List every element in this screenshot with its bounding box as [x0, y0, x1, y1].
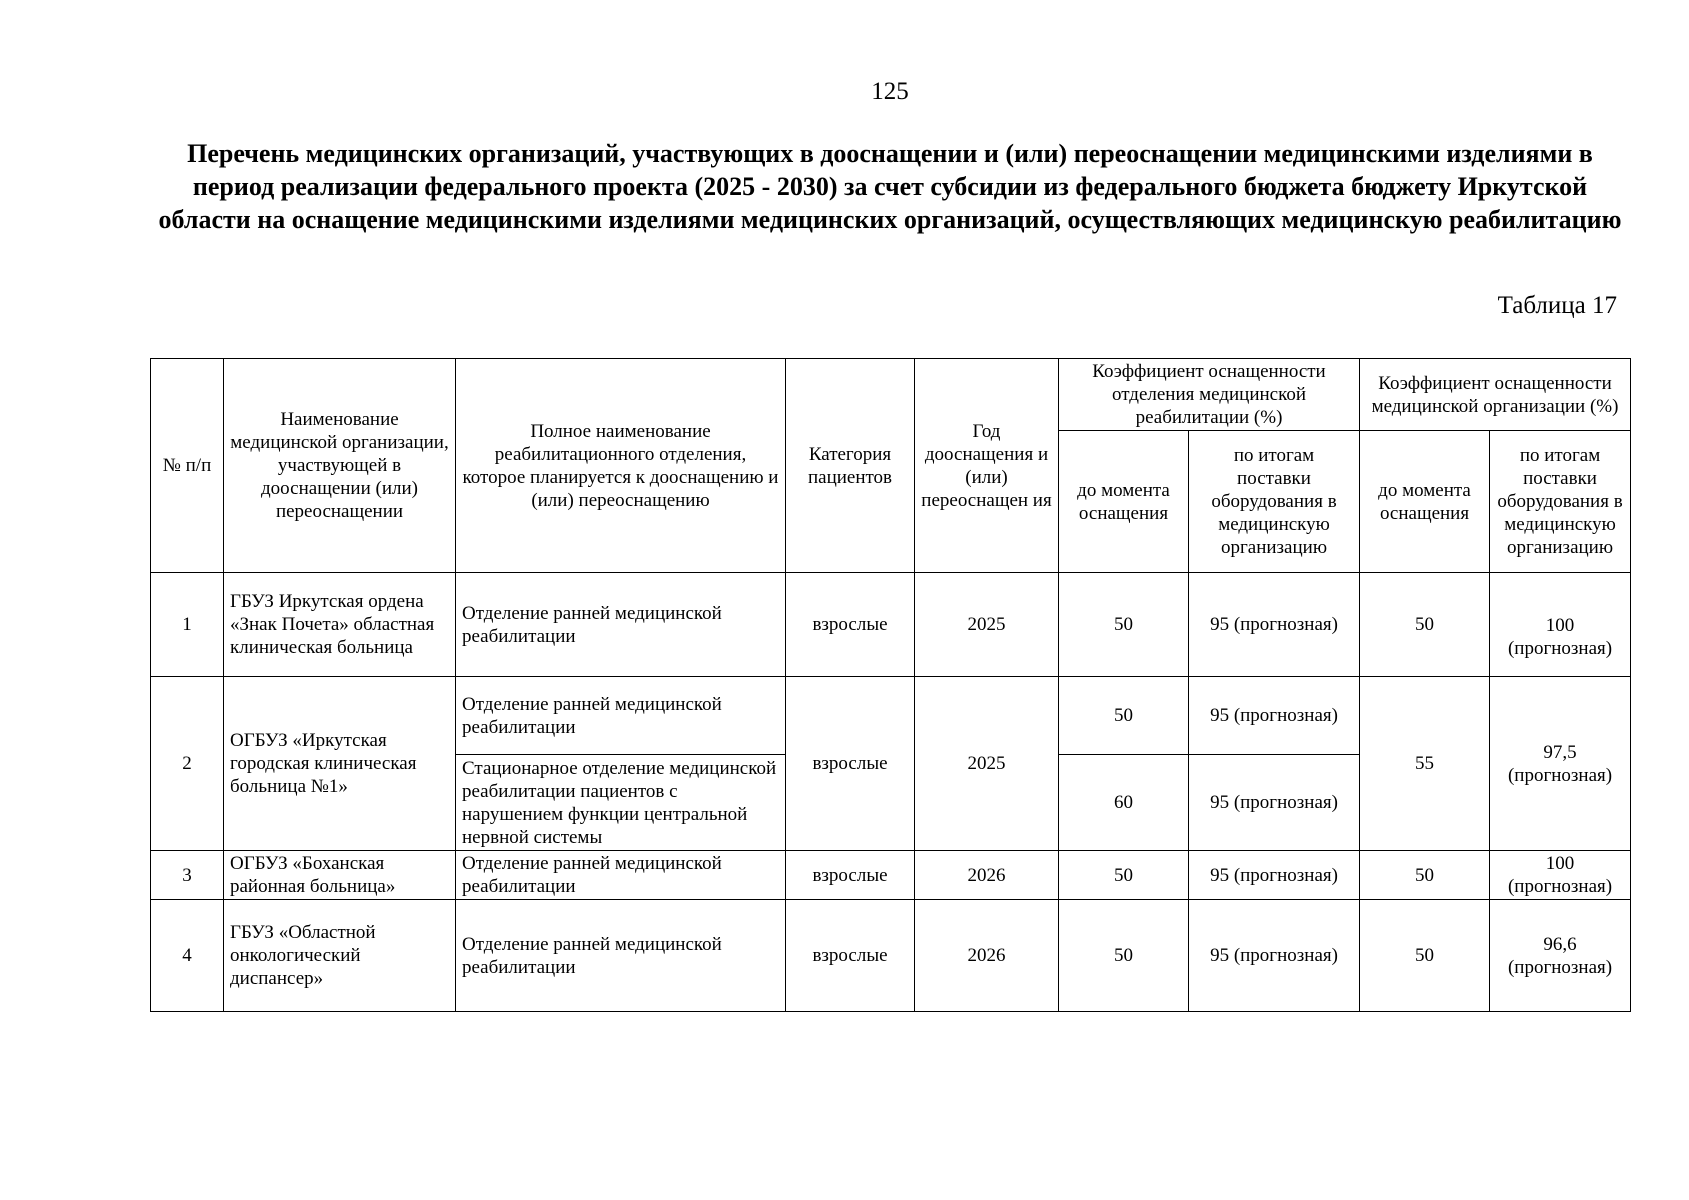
department-name: Отделение ранней медицинской реабилитации [456, 900, 786, 1012]
year: 2025 [915, 677, 1059, 851]
dept-coef-before: 60 [1059, 755, 1189, 851]
table-header [151, 359, 1631, 573]
organization-name: ГБУЗ «Областной онкологический диспансер» [224, 900, 456, 1012]
dept-coef-before: 50 [1059, 573, 1189, 677]
dept-coef-before: 50 [1059, 851, 1189, 900]
department-name: Стационарное отделение медицинской реабилитации пациентов с нарушением функции центральной нервной системы [456, 755, 786, 851]
table-row [151, 900, 1631, 1012]
table-row [151, 677, 1631, 755]
org-coef-after: 100 (прогнозная) [1490, 573, 1631, 677]
page-number: 125 [871, 78, 909, 105]
department-name: Отделение ранней медицинской реабилитации [456, 573, 786, 677]
table-number-label: Таблица 17 [1497, 292, 1617, 319]
dept-coef-after: 95 (прогнозная) [1189, 573, 1360, 677]
organization-name: ОГБУЗ «Боханская районная больница» [224, 851, 456, 900]
header-department-name: Полное наименование реабилитационного отделения, которое планируется к дооснащению и (или) переоснащению [456, 359, 786, 573]
header-organization-coefficient: Коэффициент оснащенности медицинской организации (%) [1360, 359, 1631, 431]
dept-coef-before: 50 [1059, 677, 1189, 755]
year: 2025 [915, 573, 1059, 677]
dept-coef-before: 50 [1059, 900, 1189, 1012]
table-row [151, 851, 1631, 900]
organizations-table [150, 358, 1631, 1012]
table-row [151, 573, 1631, 677]
year: 2026 [915, 900, 1059, 1012]
dept-coef-after: 95 (прогнозная) [1189, 900, 1360, 1012]
row-number: 2 [151, 677, 224, 851]
row-number: 1 [151, 573, 224, 677]
header-org-before: до момента оснащения [1360, 431, 1490, 573]
header-org-after: по итогам поставки оборудования в медицинскую организацию [1490, 431, 1631, 573]
header-dept-before: до момента оснащения [1059, 431, 1189, 573]
patient-category: взрослые [786, 573, 915, 677]
org-coef-before: 50 [1360, 851, 1490, 900]
department-name: Отделение ранней медицинской реабилитации [456, 851, 786, 900]
org-coef-after: 100 (прогнозная) [1490, 851, 1631, 900]
org-coef-before: 50 [1360, 900, 1490, 1012]
patient-category: взрослые [786, 900, 915, 1012]
organization-name: ГБУЗ Иркутская ордена «Знак Почета» областная клиническая больница [224, 573, 456, 677]
row-number: 4 [151, 900, 224, 1012]
org-coef-before: 50 [1360, 573, 1490, 677]
dept-coef-after: 95 (прогнозная) [1189, 755, 1360, 851]
org-coef-after: 96,6 (прогнозная) [1490, 900, 1631, 1012]
header-year: Год дооснащения и (или) переоснащен ия [915, 359, 1059, 573]
header-department-coefficient: Коэффициент оснащенности отделения медицинской реабилитации (%) [1059, 359, 1360, 431]
year: 2026 [915, 851, 1059, 900]
document-title: Перечень медицинских организаций, участвующих в дооснащении и (или) переоснащении медицинскими изделиями в период реализации федерального проекта (2025 - 2030) за счет субсидии из федерального бюджета бюджету Иркутской области на оснащение медицинскими изделиями медицинских организаций, осуществляющих медицинскую реабилитацию [158, 139, 1622, 234]
header-dept-after: по итогам поставки оборудования в медицинскую организацию [1189, 431, 1360, 573]
dept-coef-after: 95 (прогнозная) [1189, 677, 1360, 755]
organization-name: ОГБУЗ «Иркутская городская клиническая больница №1» [224, 677, 456, 851]
dept-coef-after: 95 (прогнозная) [1189, 851, 1360, 900]
header-number: № п/п [151, 359, 224, 573]
row-number: 3 [151, 851, 224, 900]
table-body [151, 573, 1631, 1012]
patient-category: взрослые [786, 851, 915, 900]
header-organization-name: Наименование медицинской организации, участвующей в дооснащении (или) переоснащении [224, 359, 456, 573]
org-coef-after: 97,5 (прогнозная) [1490, 677, 1631, 851]
org-coef-before: 55 [1360, 677, 1490, 851]
patient-category: взрослые [786, 677, 915, 851]
department-name: Отделение ранней медицинской реабилитации [456, 677, 786, 755]
header-patient-category: Категория пациентов [786, 359, 915, 573]
